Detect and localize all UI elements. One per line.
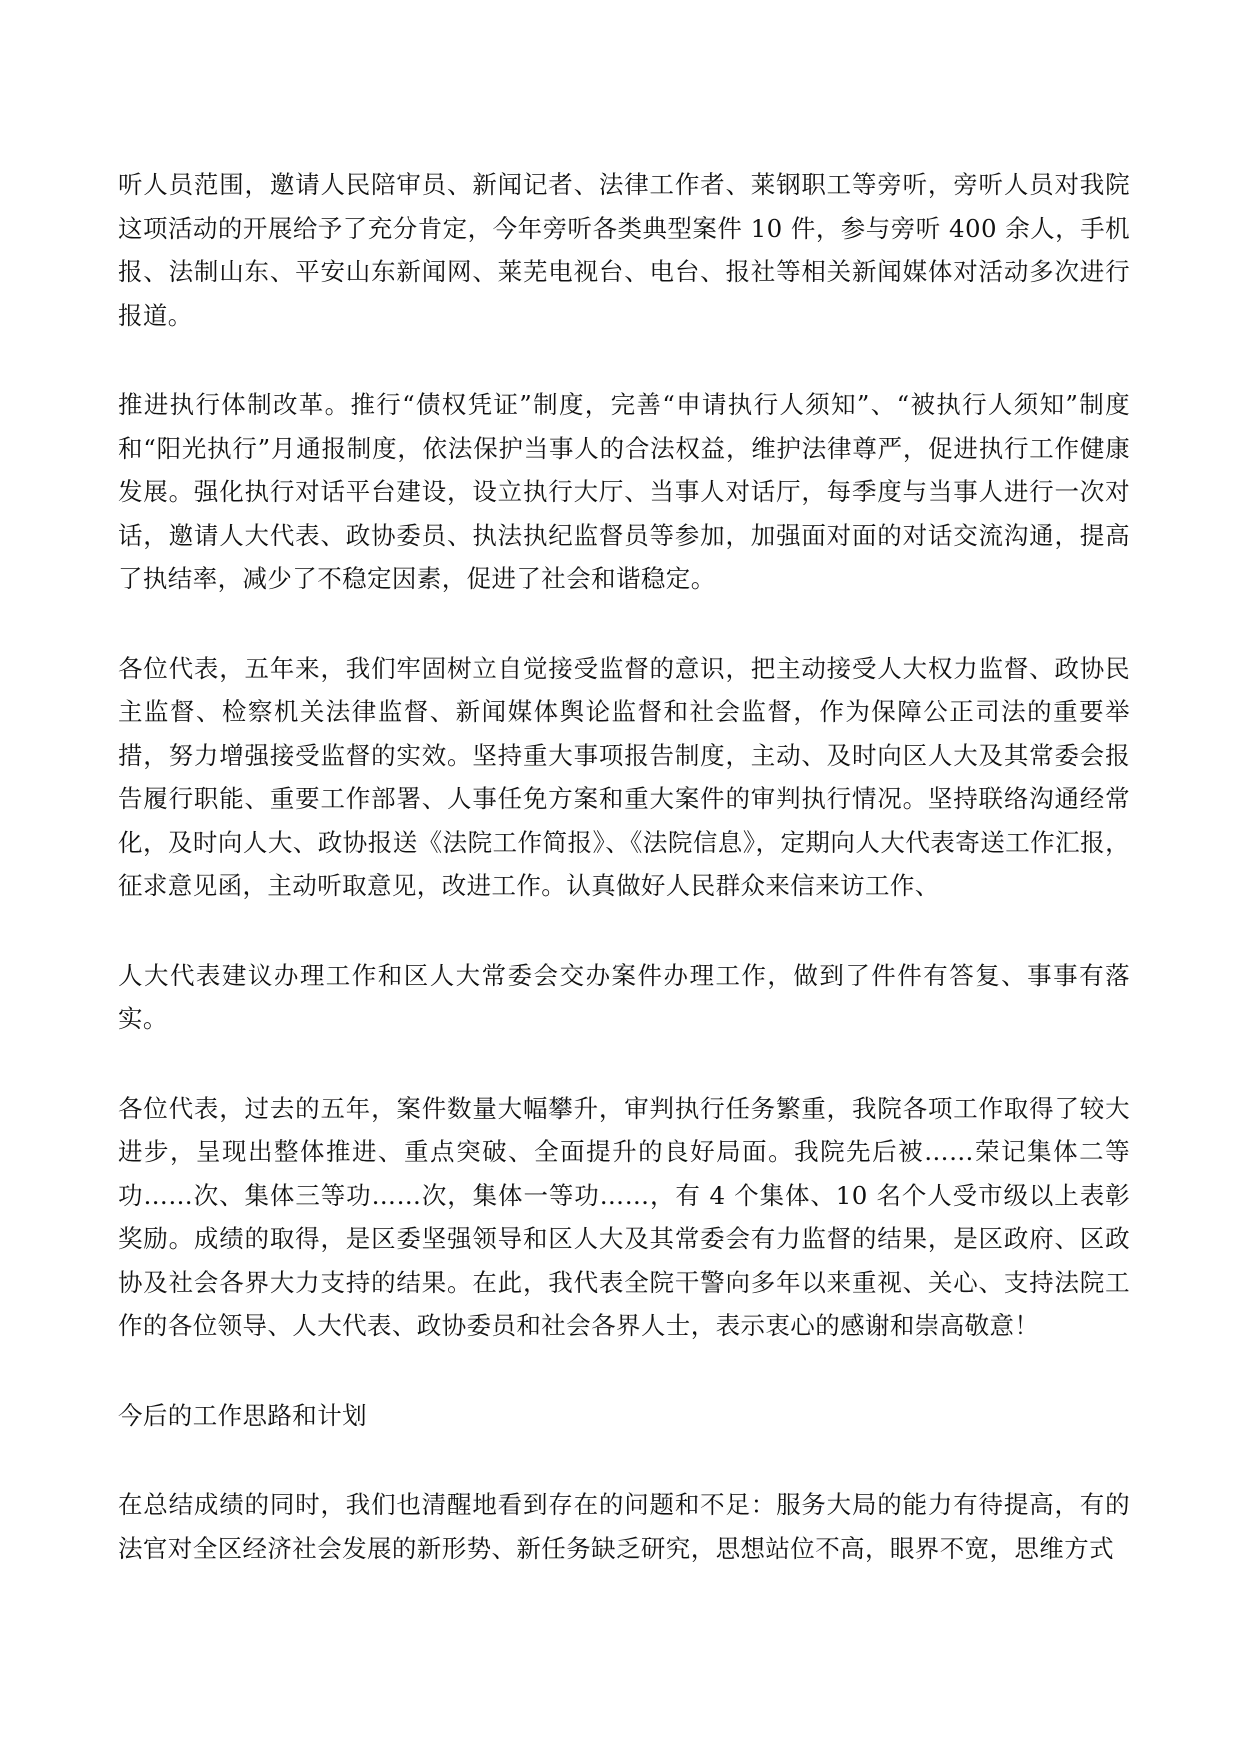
paragraph-supervision: 各位代表，五年来，我们牢固树立自觉接受监督的意识，把主动接受人大权力监督、政协民主监督、检察机关法律监督、新闻媒体舆论监督和社会监督，作为保障公正司法的重要举措，努力增强接受监督的实效。坚持重大事项报告制度，主动、及时向区人大及其常委会报告履行职能、重要工作部署、人事任免方案和重大案件的审判执行情况。坚持联络沟通经常化，及时向人大、政协报送《法院工作简报》、《法院信息》，定期向人大代表寄送工作汇报，征求意见函，主动听取意见，改进工作。认真做好人民群众来信来访工作、 xyxy=(118,653,1130,900)
paragraph-enforcement-reform: 推进执行体制改革。推行“债权凭证”制度，完善“申请执行人须知”、“被执行人须知”制度和“阳光执行”月通报制度，依法保护当事人的合法权益，维护法律尊严，促进执行工作健康发展。强化执行对话平台建设，设立执行大厅、当事人对话厅，每季度与当事人进行一次对话，邀请人大代表、政协委员、执法执纪监督员等参加，加强面对面的对话交流沟通，提高了执结率，减少了不稳定因素，促进了社会和谐稳定。 xyxy=(118,390,1130,593)
section-heading: 今后的工作思路和计划 xyxy=(118,1400,367,1430)
paragraph-trial-observation: 听人员范围，邀请人民陪审员、新闻记者、法律工作者、莱钢职工等旁听，旁听人员对我院这项活动的开展给予了充分肯定，今年旁听各类典型案件 10 件，参与旁听 400 余人，手机报、法制山东、平安山东新闻网、莱芜电视台、电台、报社等相关新闻媒体对活动多次进行报道。 xyxy=(118,170,1130,330)
paragraph-deputy-suggestions: 人大代表建议办理工作和区人大常委会交办案件办理工作，做到了件件有答复、事事有落实。 xyxy=(118,960,1130,1033)
paragraph-achievements: 各位代表，过去的五年，案件数量大幅攀升，审判执行任务繁重，我院各项工作取得了较大进步，呈现出整体推进、重点突破、全面提升的良好局面。我院先后被……荣记集体二等功……次、集体三等功……次，集体一等功……，有 4 个集体、10 名个人受市级以上表彰奖励。成绩的取得，是区委坚强领导和区人大及其常委会有力监督的结果，是区政府、区政协及社会各界大力支持的结果。在此，我代表全院干警向多年以来重视、关心、支持法院工作的各位领导、人大代表、政协委员和社会各界人士，表示衷心的感谢和崇高敬意！ xyxy=(118,1093,1130,1340)
paragraph-problems: 在总结成绩的同时，我们也清醒地看到存在的问题和不足：服务大局的能力有待提高，有的法官对全区经济社会发展的新形势、新任务缺乏研究，思想站位不高，眼界不宽，思维方式 xyxy=(118,1490,1130,1563)
document-page xyxy=(118,163,1130,1570)
